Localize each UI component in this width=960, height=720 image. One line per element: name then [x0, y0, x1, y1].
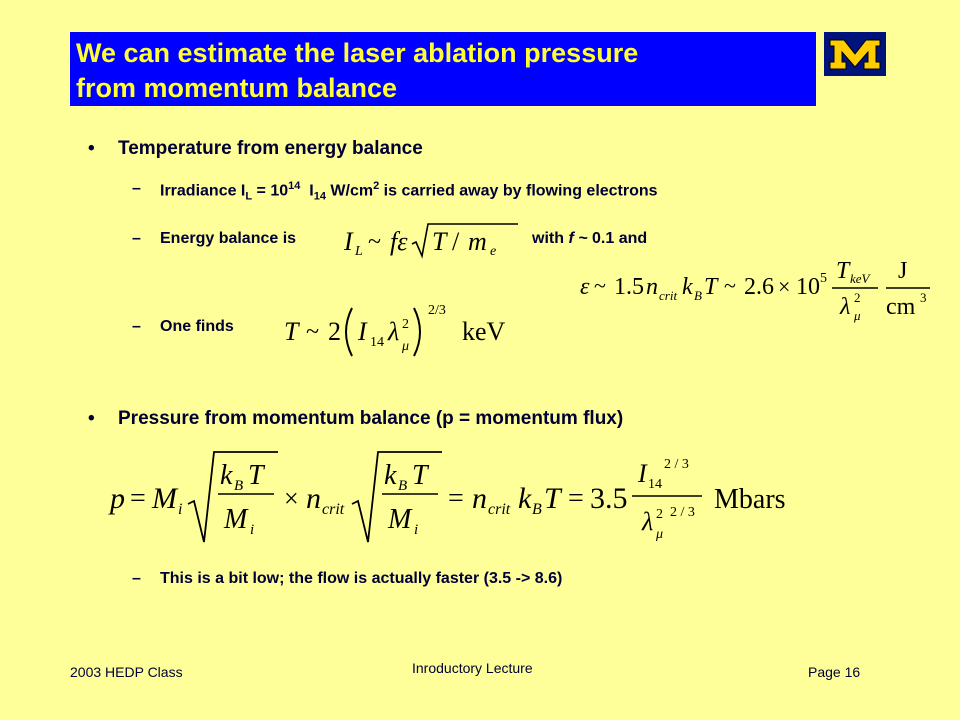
svg-text:2: 2 — [656, 507, 663, 522]
svg-text:~: ~ — [368, 229, 381, 255]
svg-text:3: 3 — [920, 290, 927, 305]
svg-text:k: k — [518, 482, 532, 515]
energy-balance-label: Energy balance is — [160, 230, 297, 247]
svg-text:ε: ε — [580, 274, 590, 300]
svg-text:M: M — [152, 482, 177, 515]
svg-text:14: 14 — [648, 477, 662, 492]
svg-text:=: = — [130, 483, 146, 514]
svg-text:I: I — [344, 227, 353, 256]
dash: – — [132, 230, 141, 247]
svg-text:/: / — [452, 227, 460, 256]
svg-text:10: 10 — [796, 274, 820, 300]
svg-text:B: B — [694, 288, 702, 303]
svg-text:i: i — [178, 501, 183, 518]
svg-text:5: 5 — [820, 271, 827, 286]
bullet-dot: • — [88, 138, 95, 159]
svg-text:T: T — [248, 460, 264, 491]
svg-text:×: × — [778, 274, 791, 299]
svg-text:T: T — [544, 482, 561, 515]
epsilon-equation — [578, 250, 938, 326]
svg-text:T: T — [836, 258, 850, 284]
svg-text:μ: μ — [656, 527, 664, 542]
svg-text:2/3: 2/3 — [428, 303, 446, 318]
dash: – — [132, 570, 141, 587]
slide-title-line-1: We can estimate the laser ablation pressure — [76, 38, 639, 68]
svg-text:n: n — [472, 482, 487, 515]
svg-text:λ: λ — [840, 294, 851, 320]
svg-text:L: L — [355, 244, 363, 259]
with-f-text: with f ~ 0.1 and — [532, 230, 648, 247]
dash: – — [132, 180, 141, 197]
svg-text:I: I — [638, 459, 647, 488]
svg-text:=: = — [448, 483, 464, 514]
svg-text:1.5: 1.5 — [614, 274, 644, 300]
svg-text:M: M — [388, 504, 412, 535]
svg-text:×: × — [284, 484, 299, 513]
svg-text:~: ~ — [306, 319, 319, 345]
svg-text:i: i — [250, 522, 255, 538]
footer-class: 2003 HEDP Class — [70, 664, 183, 680]
svg-text:2: 2 — [402, 317, 409, 332]
svg-text:μ: μ — [854, 308, 861, 323]
svg-text:M: M — [224, 504, 248, 535]
svg-text:=: = — [568, 483, 584, 514]
svg-text:n: n — [646, 274, 658, 300]
temperature-equation — [282, 292, 522, 364]
svg-text:e: e — [490, 244, 497, 259]
svg-text:cm: cm — [886, 294, 916, 320]
flow-note: This is a bit low; the flow is actually faster (3.5 -> 8.6) — [160, 570, 563, 587]
svg-text:~: ~ — [594, 273, 606, 298]
svg-text:2 / 3: 2 / 3 — [670, 505, 695, 520]
svg-text:k: k — [220, 460, 233, 491]
svg-text:λ: λ — [388, 317, 400, 346]
svg-text:μ: μ — [402, 339, 410, 354]
svg-text:k: k — [384, 460, 397, 491]
svg-text:14: 14 — [370, 335, 384, 350]
irradiance-line: Irradiance $I_L = 10^{14}$ $I_{14}$ $W/cm^2$ is carried away by flowing electrons — [160, 180, 658, 203]
svg-text:B: B — [398, 478, 408, 494]
svg-text:3.5: 3.5 — [590, 482, 628, 515]
dash: – — [132, 318, 141, 335]
university-logo-icon — [824, 32, 886, 76]
svg-text:T: T — [412, 460, 428, 491]
svg-text:crit: crit — [488, 501, 511, 518]
slide-title-box — [70, 32, 816, 106]
svg-text:p: p — [110, 482, 125, 515]
svg-text:2: 2 — [328, 317, 341, 346]
svg-text:fε: fε — [390, 227, 408, 256]
svg-text:crit: crit — [322, 501, 345, 518]
svg-text:keV: keV — [462, 317, 506, 346]
svg-text:2: 2 — [854, 290, 861, 305]
energy-balance-equation — [342, 220, 522, 262]
svg-text:keV: keV — [850, 271, 870, 286]
bullet-dot: • — [88, 408, 95, 429]
svg-text:Mbars: Mbars — [714, 484, 786, 515]
svg-text:B: B — [532, 501, 542, 518]
svg-text:~: ~ — [724, 273, 736, 298]
svg-text:T: T — [432, 227, 447, 256]
svg-text:λ: λ — [642, 507, 654, 536]
svg-text:2.6: 2.6 — [744, 274, 774, 300]
svg-text:crit: crit — [659, 288, 678, 303]
slide-title-line-2: from momentum balance — [76, 73, 398, 103]
footer-lecture: Inroductory Lecture — [412, 660, 533, 676]
one-finds-label: One finds — [160, 318, 234, 335]
svg-text:B: B — [234, 478, 244, 494]
svg-text:2 / 3: 2 / 3 — [664, 457, 689, 472]
svg-text:I: I — [358, 317, 367, 346]
svg-text:J: J — [898, 258, 908, 284]
svg-text:m: m — [468, 227, 487, 256]
svg-text:T: T — [704, 274, 718, 300]
svg-text:k: k — [682, 274, 693, 300]
svg-text:T: T — [284, 317, 299, 346]
bullet-pressure-heading: Pressure from momentum balance (p = momentum flux) — [118, 408, 624, 429]
pressure-equation — [108, 446, 808, 548]
bullet-temperature-heading: Temperature from energy balance — [118, 138, 423, 159]
svg-text:i: i — [414, 522, 419, 538]
footer-page-number: Page 16 — [808, 664, 861, 680]
svg-text:n: n — [306, 482, 321, 515]
